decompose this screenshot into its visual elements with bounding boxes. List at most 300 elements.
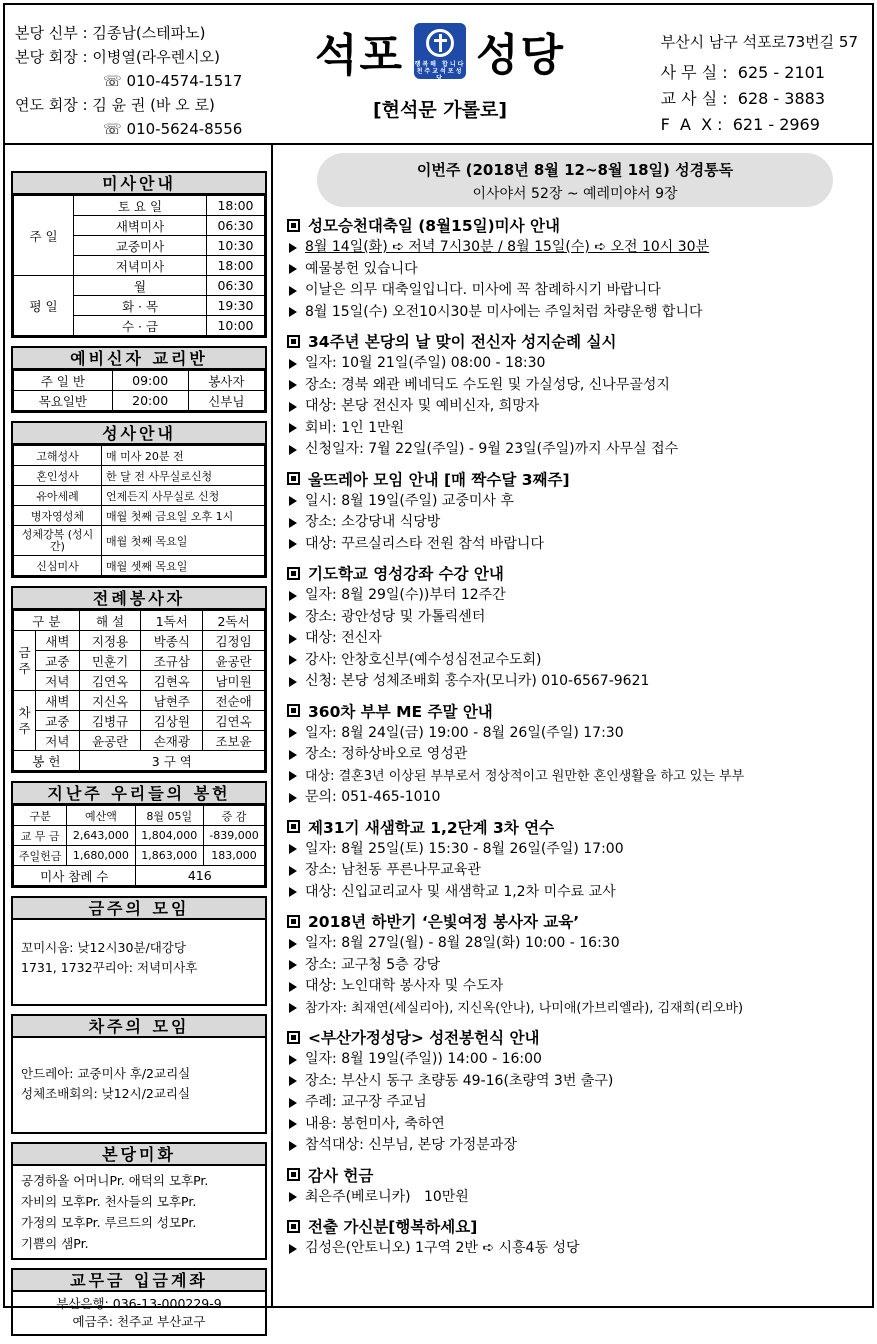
- mass-name: 저녁: [36, 671, 80, 691]
- catechumen-title: 예비신자 교리반: [13, 348, 265, 370]
- mass-name: 화 · 목: [74, 296, 207, 316]
- budget-value: 1,680,000: [67, 846, 135, 866]
- notice-item: [283, 302, 867, 324]
- triangle-bullet-icon: [289, 286, 297, 296]
- notice-item-text: 신청일자: 7월 22일(주일) - 9월 23일(주일)까지 사무실 접수: [305, 441, 679, 457]
- title-left: 석포: [314, 30, 404, 81]
- notice-item-text: 대상: 신입교리교사 및 새샘학교 1,2차 미수료 교사: [305, 883, 616, 900]
- president-phone: ☏ 010-4574-1517: [103, 72, 243, 90]
- square-bullet-icon: [287, 472, 300, 485]
- offering-type: 교 무 금: [14, 826, 67, 846]
- notice-item: [283, 237, 867, 259]
- sacrament-info: 언제든지 사무실로 신청: [102, 486, 265, 506]
- notice-item-text: 장소: 광안성당 및 가톨릭센터: [305, 608, 486, 625]
- triangle-bullet-icon: [289, 771, 297, 781]
- notice-item-text: 장소: 경북 왜관 베네딕도 수도원 및 가실성당, 신나무골성지: [305, 376, 670, 393]
- square-bullet-icon: [287, 219, 300, 232]
- left-column: [11, 171, 267, 1344]
- table-row: [14, 446, 265, 466]
- president-label: 본당 회장 :: [15, 48, 88, 66]
- header-staff: [15, 21, 242, 141]
- mass-time: 10:30: [207, 236, 265, 256]
- account-title: 교무금 입금계좌: [13, 1270, 265, 1292]
- server-name: 지신옥: [79, 691, 141, 711]
- title-right: 성당: [476, 30, 566, 81]
- notice-item: [283, 375, 867, 397]
- sacraments-box: [11, 421, 267, 578]
- notice-item-text: 장소: 교구청 5층 강당: [305, 956, 441, 973]
- notice-title: [283, 329, 867, 353]
- triangle-bullet-icon: [289, 793, 297, 803]
- this-week-meetings-body: [13, 920, 265, 1004]
- table-row: [14, 486, 265, 506]
- mass-name: 새벽: [36, 631, 80, 651]
- table-row: [14, 691, 265, 711]
- server-name: 김현옥: [141, 671, 203, 691]
- bank-account: 부산은행: 036-13-000229-9: [56, 1296, 222, 1311]
- notice-title: [283, 909, 867, 933]
- class-teacher: 신부님: [188, 391, 264, 411]
- sacrament-name: 유아세례: [14, 486, 102, 506]
- notice-item: [283, 933, 867, 955]
- table-row: [14, 506, 265, 526]
- square-bullet-icon: [287, 704, 300, 717]
- meeting-line: 1731, 1732꾸리아: 저녁미사후: [21, 960, 198, 975]
- square-bullet-icon: [287, 820, 300, 833]
- column-header: 1독서: [141, 611, 203, 631]
- triangle-bullet-icon: [289, 496, 297, 506]
- square-bullet-icon: [287, 1031, 300, 1044]
- notice-item: [283, 860, 867, 882]
- this-week-meetings-title: 금주의 모임: [13, 898, 265, 920]
- notice-section: [283, 561, 867, 693]
- notice-item: [283, 787, 867, 809]
- weekday-label: 평 일: [14, 276, 74, 336]
- sacrament-name: 신심미사: [14, 556, 102, 576]
- table-row: [14, 806, 265, 826]
- mass-schedule-table: [13, 195, 265, 336]
- notice-item-text: 8월 15일(수) 오전10시30분 미사에는 주일처럼 차량운행 합니다: [305, 303, 703, 320]
- notice-item-text: 대상: 본당 전신자 및 예비신자, 희망자: [305, 398, 540, 414]
- triangle-bullet-icon: [289, 445, 297, 455]
- notice-item: [283, 998, 867, 1020]
- notice-item-text: 일시: 8월 19일(주일) 교중미사 후: [305, 492, 514, 509]
- liturgy-servers-box: [11, 586, 267, 773]
- triangle-bullet-icon: [289, 844, 297, 854]
- notice-item-text: 대상: 전신자: [305, 630, 382, 646]
- next-week-label: 차주: [14, 691, 36, 751]
- server-name: 김정임: [203, 631, 265, 651]
- table-row: [14, 371, 265, 391]
- beautify-line: 공경하올 어머니Pr. 애덕의 모후Pr.: [21, 1173, 209, 1188]
- actual-value: 1,804,000: [135, 826, 203, 846]
- account-box: [11, 1268, 267, 1336]
- mass-time: 06:30: [207, 216, 265, 236]
- triangle-bullet-icon: [289, 1192, 297, 1202]
- server-name: 김병규: [79, 711, 141, 731]
- server-name: 김연옥: [79, 671, 141, 691]
- beautify-line: 자비의 모후Pr. 천사들의 모후Pr.: [21, 1194, 197, 1209]
- logo-text: 행복해 합니다 천주교석포성당: [414, 61, 466, 82]
- triangle-bullet-icon: [289, 539, 297, 549]
- square-bullet-icon: [287, 915, 300, 928]
- mass-time: 06:30: [207, 276, 265, 296]
- server-name: 윤공란: [79, 731, 141, 751]
- triangle-bullet-icon: [289, 1244, 297, 1254]
- sacrament-name: 고해성사: [14, 446, 102, 466]
- column-header: 구분: [14, 806, 67, 826]
- column-header: 해 설: [79, 611, 141, 631]
- office-tel: 사 무 실 : 625 - 2101: [660, 63, 826, 82]
- notice-item: [283, 1135, 867, 1157]
- notice-title-text: 울뜨레아 모임 안내 [매 짝수달 3째주]: [308, 470, 570, 489]
- sacraments-table: [13, 445, 265, 576]
- table-row: [14, 611, 265, 631]
- notice-title-text: 전출 가신분[행복하세요]: [308, 1218, 478, 1236]
- next-week-meetings-title: 차주의 모임: [13, 1016, 265, 1038]
- mass-name: 새벽: [36, 691, 80, 711]
- mass-name: 저녁미사: [74, 256, 207, 276]
- notice-item: [283, 671, 867, 693]
- table-row: [14, 846, 265, 866]
- triangle-bullet-icon: [289, 960, 297, 970]
- notice-item-text: 장소: 부산시 동구 초량동 49-16(초량역 3번 출구): [305, 1072, 614, 1089]
- sacrament-name: 성체강복 (성시간): [14, 526, 102, 556]
- notice-item-text: 예물봉헌 있습니다: [305, 260, 418, 277]
- notice-item: [283, 744, 867, 766]
- notice-item-text: 대상: 노인대학 봉사자 및 수도자: [305, 978, 504, 994]
- notice-title-text: <부산가정성당> 성전봉헌식 안내: [308, 1029, 540, 1047]
- notice-section: [283, 1025, 867, 1157]
- mass-name: 월: [74, 276, 207, 296]
- class-time: 09:00: [112, 371, 188, 391]
- triangle-bullet-icon: [289, 939, 297, 949]
- parish-title: [305, 19, 575, 83]
- mass-time: 19:30: [207, 296, 265, 316]
- president-name: 이병열(라우렌시오): [92, 48, 220, 66]
- triangle-bullet-icon: [289, 677, 297, 687]
- offering-label: 봉 헌: [14, 751, 80, 771]
- table-row: [14, 196, 265, 216]
- triangle-bullet-icon: [289, 887, 297, 897]
- header-contact: [661, 31, 858, 138]
- notice-section: [283, 213, 867, 323]
- parish-title-block: [305, 19, 575, 122]
- table-row: [14, 466, 265, 486]
- notice-item-text: 참석대상: 신부님, 본당 가정분과장: [305, 1137, 517, 1153]
- liturgy-servers-table: [13, 610, 265, 771]
- meeting-line: 꼬미시움: 낮12시30분/대강당: [21, 940, 186, 955]
- notice-item-text: 장소: 정하상바오로 영성관: [305, 746, 468, 762]
- fax-number: F A X : 621 - 2969: [660, 115, 820, 134]
- notice-title-text: 2018년 하반기 ‘은빛여정 봉사자 교육’: [308, 913, 580, 931]
- class-name: 목요일반: [14, 391, 113, 411]
- notice-title: [283, 213, 867, 237]
- sacrament-info: 매월 첫째 금요일 오후 1시: [102, 506, 265, 526]
- notice-section: [283, 815, 867, 904]
- bible-reading-title: 이번주 (2018년 8월 12~8월 18일) 성경통독: [416, 161, 734, 179]
- server-name: 민훈기: [79, 651, 141, 671]
- parish-address: 부산시 남구 석포로73번길 57: [660, 33, 858, 51]
- mass-schedule-box: [11, 171, 267, 338]
- triangle-bullet-icon: [289, 1098, 297, 1108]
- bible-reading-banner: [317, 153, 833, 207]
- class-time: 20:00: [112, 391, 188, 411]
- notice-item: [283, 1092, 867, 1114]
- actual-value: 1,863,000: [135, 846, 203, 866]
- server-name: 박종식: [141, 631, 203, 651]
- notice-item-text: 강사: 안창호신부(예수성심전교수도회): [305, 651, 542, 668]
- notice-item: [283, 418, 867, 440]
- server-name: 김상원: [141, 711, 203, 731]
- notice-item: [283, 976, 867, 998]
- server-name: 윤공란: [203, 651, 265, 671]
- mass-name: 교중미사: [74, 236, 207, 256]
- bulletin-page: [3, 3, 874, 1329]
- square-bullet-icon: [287, 567, 300, 580]
- notice-item: [283, 607, 867, 629]
- budget-value: 2,643,000: [67, 826, 135, 846]
- requiem-president-line: [15, 93, 242, 117]
- server-name: 지정용: [79, 631, 141, 651]
- sacrament-info: 한 달 전 사무실로신청: [102, 466, 265, 486]
- triangle-bullet-icon: [289, 728, 297, 738]
- column-header: 구 분: [14, 611, 80, 631]
- triangle-bullet-icon: [289, 402, 297, 412]
- class-name: 주 일 반: [14, 371, 113, 391]
- notice-title: [283, 699, 867, 723]
- notice-item-text: 장소: 소강당내 식당방: [305, 514, 441, 530]
- catechumen-box: [11, 346, 267, 413]
- table-row: [14, 711, 265, 731]
- notice-title: [283, 1025, 867, 1049]
- notice-title-text: 제31기 새샘학교 1,2단계 3차 연수: [308, 818, 555, 837]
- notice-item: [283, 650, 867, 672]
- notice-item-text: 회비: 1인 1만원: [305, 419, 405, 436]
- notice-item: [283, 955, 867, 977]
- notice-item: [283, 1238, 867, 1260]
- notice-title-text: 34주년 본당의 날 맞이 전신자 성지순례 실시: [308, 333, 617, 351]
- this-week-meetings-box: [11, 896, 267, 1006]
- notice-title: [283, 815, 867, 839]
- notice-item: [283, 628, 867, 650]
- offering-type: 주일헌금: [14, 846, 67, 866]
- square-bullet-icon: [287, 1220, 300, 1233]
- sacraments-title: 성사안내: [13, 423, 265, 445]
- mass-name: 저녁: [36, 731, 80, 751]
- server-name: 전순애: [203, 691, 265, 711]
- requiem-name: 김 윤 권 (바 오 로): [92, 96, 215, 114]
- account-body: [13, 1292, 265, 1334]
- notice-item: [283, 280, 867, 302]
- notice-section: [283, 909, 867, 1019]
- meeting-line: 안드레아: 교중미사 후/2교리실: [21, 1066, 191, 1081]
- pastor-label: 본당 신부 :: [15, 24, 88, 42]
- notice-title: [283, 1214, 867, 1238]
- beautify-body: [13, 1166, 265, 1258]
- notice-item-text: 대상: 결혼3년 이상된 부부로서 정상적이고 원만한 혼인생활을 하고 있는 부부: [305, 768, 745, 784]
- triangle-bullet-icon: [289, 264, 297, 274]
- server-name: 남미원: [203, 671, 265, 691]
- column-header: 예산액: [67, 806, 135, 826]
- liturgy-servers-title: 전례봉사자: [13, 588, 265, 610]
- notice-item-text: 일자: 8월 27일(월) - 8월 28일(화) 10:00 - 16:30: [305, 935, 620, 951]
- notice-item-text: 참가자: 최재연(세실리아), 지신옥(안나), 나미애(가브리엘라), 김재희(리오바): [305, 1000, 744, 1016]
- sacrament-info: 매 미사 20분 전: [102, 446, 265, 466]
- notice-title-text: 360차 부부 ME 주말 안내: [308, 702, 493, 721]
- table-row: [14, 526, 265, 556]
- notice-title: [283, 561, 867, 585]
- triangle-bullet-icon: [289, 982, 297, 992]
- notice-section: [283, 329, 867, 461]
- notice-item: [283, 882, 867, 904]
- notice-item-text: 일자: 8월 25일(토) 15:30 - 8월 26일(주일) 17:00: [305, 840, 624, 857]
- notice-title-text: 감사 헌금: [308, 1166, 374, 1185]
- notice-item: [283, 723, 867, 745]
- teacher-room-tel: 교 사 실 : 628 - 3883: [660, 89, 826, 108]
- mass-schedule-title: 미사안내: [13, 173, 265, 195]
- notice-item: [283, 512, 867, 534]
- server-name: 조규삼: [141, 651, 203, 671]
- triangle-bullet-icon: [289, 750, 297, 760]
- pastor-name: 김종남(스테파노): [92, 24, 206, 42]
- notice-item: [283, 585, 867, 607]
- mass-name: 새벽미사: [74, 216, 207, 236]
- parish-patron: [현석문 가롤로]: [372, 99, 508, 121]
- next-week-meetings-box: [11, 1014, 267, 1134]
- notice-section: [283, 699, 867, 809]
- triangle-bullet-icon: [289, 1003, 297, 1013]
- offering-box: [11, 781, 267, 888]
- notice-item-text: 일자: 8월 29일(수))부터 12주간: [305, 587, 506, 603]
- notice-title-text: 성모승천대축일 (8월15일)미사 안내: [308, 217, 560, 235]
- parish-logo-icon: [414, 23, 466, 82]
- sacrament-info: 매월 셋째 목요일: [102, 556, 265, 576]
- table-row: [14, 866, 265, 886]
- mass-time: 18:00: [207, 256, 265, 276]
- meeting-line: 성체조배회의: 낮12시/2교리실: [21, 1086, 191, 1101]
- notice-section: [283, 467, 867, 556]
- change-value: -839,000: [203, 826, 264, 846]
- notice-item-text: 신청: 본당 성체조배회 홍수자(모니카) 010-6567-9621: [305, 673, 650, 689]
- next-week-meetings-body: [13, 1038, 265, 1132]
- beautify-box: [11, 1142, 267, 1260]
- notice-item: [283, 1114, 867, 1136]
- pastor-line: [15, 21, 242, 45]
- table-row: [14, 651, 265, 671]
- notice-item: [283, 439, 867, 461]
- notice-item: [283, 534, 867, 556]
- notice-title: [283, 1163, 867, 1187]
- cross-icon: [426, 29, 454, 57]
- table-row: [14, 826, 265, 846]
- notice-item-text: 내용: 봉헌미사, 축하연: [305, 1115, 445, 1132]
- triangle-bullet-icon: [289, 380, 297, 390]
- notice-item-text: 김성은(안토니오) 1구역 2반 ➪ 시흥4동 성당: [305, 1240, 580, 1256]
- notice-item-text: 대상: 꾸르실리스타 전원 참석 바랍니다: [305, 535, 544, 552]
- table-row: [14, 751, 265, 771]
- triangle-bullet-icon: [289, 423, 297, 433]
- server-name: 남현주: [141, 691, 203, 711]
- beautify-line: 기쁨의 샘Pr.: [21, 1236, 89, 1251]
- triangle-bullet-icon: [289, 518, 297, 528]
- sacrament-name: 혼인성사: [14, 466, 102, 486]
- notice-item: [283, 396, 867, 418]
- sacrament-info: 매월 첫째 목요일: [102, 526, 265, 556]
- notice-title-text: 기도학교 영성강좌 수강 안내: [308, 565, 504, 583]
- column-header: 8월 05일: [135, 806, 203, 826]
- beautify-title: 본당미화: [13, 1144, 265, 1166]
- table-row: [14, 631, 265, 651]
- president-line: [15, 45, 242, 69]
- server-name: 손재광: [141, 731, 203, 751]
- table-row: [14, 556, 265, 576]
- attendance-value: 416: [135, 866, 264, 886]
- notice-item: [283, 1187, 867, 1209]
- square-bullet-icon: [287, 1168, 300, 1181]
- requiem-label: 연도 회장 :: [15, 96, 88, 114]
- account-holder: 예금주: 천주교 부산교구: [72, 1314, 206, 1329]
- triangle-bullet-icon: [289, 591, 297, 601]
- notice-item-text: 일자: 8월 24일(금) 19:00 - 8월 26일(주일) 17:30: [305, 724, 624, 741]
- server-name: 조보윤: [203, 731, 265, 751]
- sacrament-name: 병자영성체: [14, 506, 102, 526]
- notice-section: [283, 1214, 867, 1260]
- table-row: [14, 391, 265, 411]
- notice-item: [283, 1049, 867, 1071]
- attendance-label: 미사 참례 수: [14, 866, 136, 886]
- column-header: 2독서: [203, 611, 265, 631]
- triangle-bullet-icon: [289, 1055, 297, 1065]
- sunday-label: 주 일: [14, 196, 74, 276]
- triangle-bullet-icon: [289, 866, 297, 876]
- notice-item-text: 장소: 남천동 푸른나무교육관: [305, 862, 481, 878]
- notice-item: [283, 353, 867, 375]
- triangle-bullet-icon: [289, 655, 297, 665]
- triangle-bullet-icon: [289, 359, 297, 369]
- mass-time: 10:00: [207, 316, 265, 336]
- mass-name: 토 요 일: [74, 196, 207, 216]
- notice-item: [283, 1071, 867, 1093]
- offering-title: 지난주 우리들의 봉헌: [13, 783, 265, 805]
- beautify-line: 가정의 모후Pr. 루르드의 성모Pr.: [21, 1215, 197, 1230]
- triangle-bullet-icon: [289, 243, 297, 253]
- notice-item-text: 8월 14일(화) ➪ 저녁 7시30분 / 8월 15일(수) ➪ 오전 10시 30분: [305, 239, 710, 255]
- notice-item-text: 일자: 8월 19일(주일)) 14:00 - 16:00: [305, 1051, 542, 1067]
- bible-reading-range: 이사야서 52장 ~ 예레미야서 9장: [472, 186, 678, 202]
- notice-item: [283, 766, 867, 788]
- notice-item-text: 주례: 교구장 주교님: [305, 1094, 427, 1110]
- this-week-label: 금주: [14, 631, 36, 691]
- column-divider: [271, 145, 273, 1306]
- table-row: [14, 276, 265, 296]
- notice-item: [283, 259, 867, 281]
- offering-group: 3 구 역: [79, 751, 264, 771]
- triangle-bullet-icon: [289, 634, 297, 644]
- square-bullet-icon: [287, 335, 300, 348]
- triangle-bullet-icon: [289, 1119, 297, 1129]
- triangle-bullet-icon: [289, 612, 297, 622]
- mass-name: 교중: [36, 711, 80, 731]
- column-header: 증 감: [203, 806, 264, 826]
- change-value: 183,000: [203, 846, 264, 866]
- triangle-bullet-icon: [289, 1076, 297, 1086]
- mass-name: 교중: [36, 651, 80, 671]
- table-row: [14, 671, 265, 691]
- right-column: [283, 153, 867, 1266]
- offering-table: [13, 805, 265, 886]
- notice-title: [283, 467, 867, 491]
